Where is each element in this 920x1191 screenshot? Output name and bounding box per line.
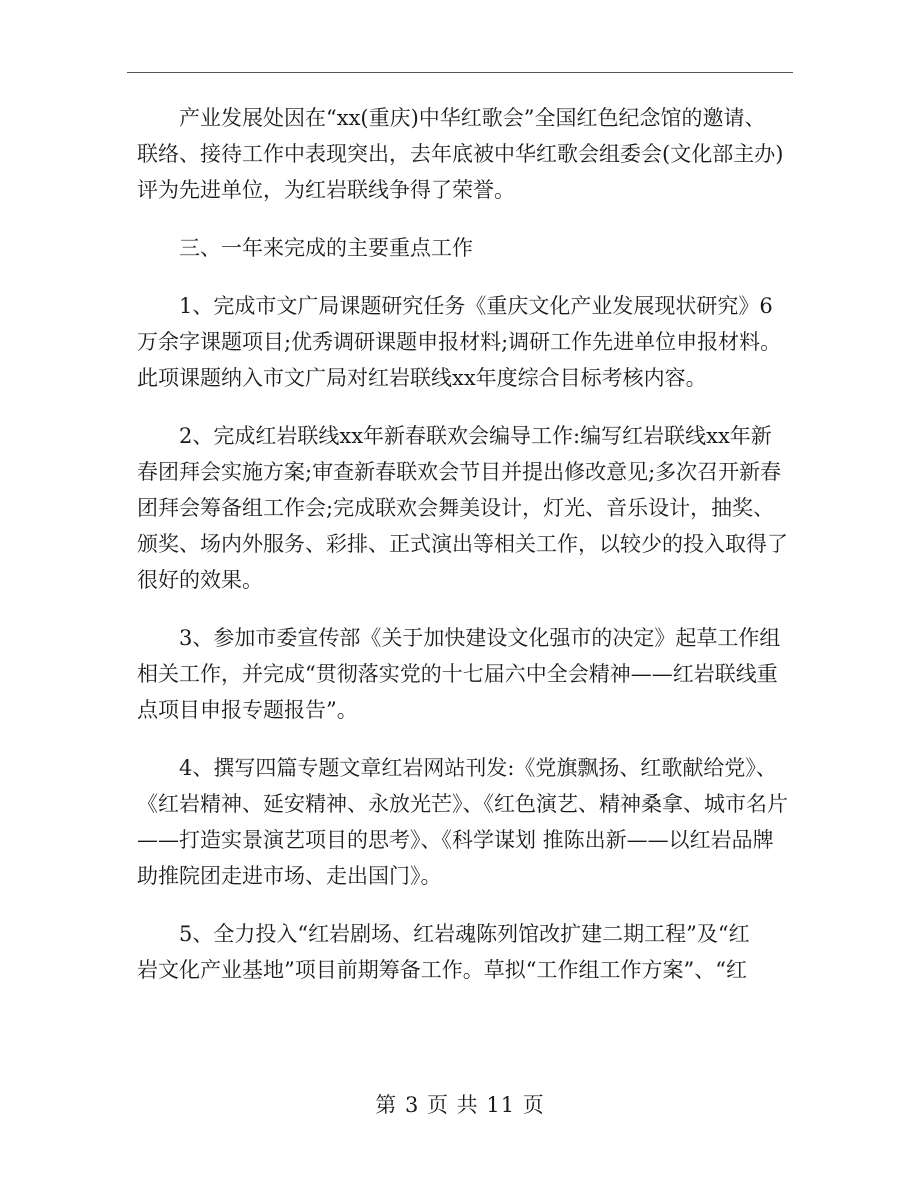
paragraph-line: 产业发展处因在“xx(重庆)中华红歌会”全国红色纪念馆的邀请、 — [179, 106, 766, 130]
paragraph-line: 三、一年来完成的主要重点工作 — [179, 236, 473, 260]
paragraph — [137, 418, 797, 598]
document-body — [137, 100, 797, 1010]
paragraph-line: 3、参加市委宣传部《关于加快建设文化强市的决定》起草工作组 — [179, 626, 781, 650]
paragraph-line: 岩文化产业基地”项目前期筹备工作。草拟“工作组工作方案”、“红 — [137, 958, 747, 982]
paragraph-line: 评为先进单位，为红岩联线争得了荣誉。 — [137, 178, 515, 202]
paragraph-line: 《红岩精神、延安精神、永放光芒》、《红色演艺、精神桑拿、城市名片 — [137, 792, 788, 816]
paragraph — [137, 750, 797, 894]
paragraph-line: 很好的效果。 — [137, 568, 263, 592]
paragraph — [137, 916, 797, 988]
paragraph — [137, 100, 797, 208]
header-rule — [127, 72, 793, 73]
paragraph — [137, 620, 797, 728]
paragraph-line: 4、撰写四篇专题文章红岩网站刊发:《党旗飘扬、红歌献给党》、 — [179, 756, 777, 780]
paragraph-line: 1、完成市文广局课题研究任务《重庆文化产业发展现状研究》6 — [179, 294, 773, 318]
paragraph-line: 助推院团走进市场、走出国门》。 — [137, 864, 442, 888]
paragraph-line: 团拜会筹备组工作会;完成联欢会舞美设计，灯光、音乐设计，抽奖、 — [137, 496, 775, 520]
paragraph-line: 相关工作，并完成“贯彻落实党的十七届六中全会精神——红岩联线重 — [137, 662, 778, 686]
paragraph-line: 5、全力投入“红岩剧场、红岩魂陈列馆改扩建二期工程”及“红 — [179, 922, 750, 946]
paragraph-line: 颁奖、场内外服务、彩排、正式演出等相关工作，以较少的投入取得了 — [137, 532, 788, 556]
paragraph-line: 春团拜会实施方案;审查新春联欢会节目并提出修改意见;多次召开新春 — [137, 460, 782, 484]
paragraph-line: 2、完成红岩联线xx年新春联欢会编导工作:编写红岩联线xx年新 — [179, 424, 772, 448]
paragraph-line: ——打造实景演艺项目的思考》、《科学谋划 推陈出新——以红岩品牌 — [137, 828, 774, 852]
page-number: 第 3 页 共 11 页 — [375, 1093, 545, 1117]
paragraph-line: 点项目申报专题报告”。 — [137, 698, 358, 722]
paragraph-line: 万余字课题项目;优秀调研课题申报材料;调研工作先进单位申报材料。 — [137, 330, 782, 354]
paragraph — [137, 288, 797, 396]
paragraph-line: 此项课题纳入市文广局对红岩联线xx年度综合目标考核内容。 — [137, 366, 707, 390]
paragraph-line: 联络、接待工作中表现突出，去年底被中华红歌会组委会(文化部主办) — [137, 142, 784, 166]
paragraph — [137, 230, 797, 266]
